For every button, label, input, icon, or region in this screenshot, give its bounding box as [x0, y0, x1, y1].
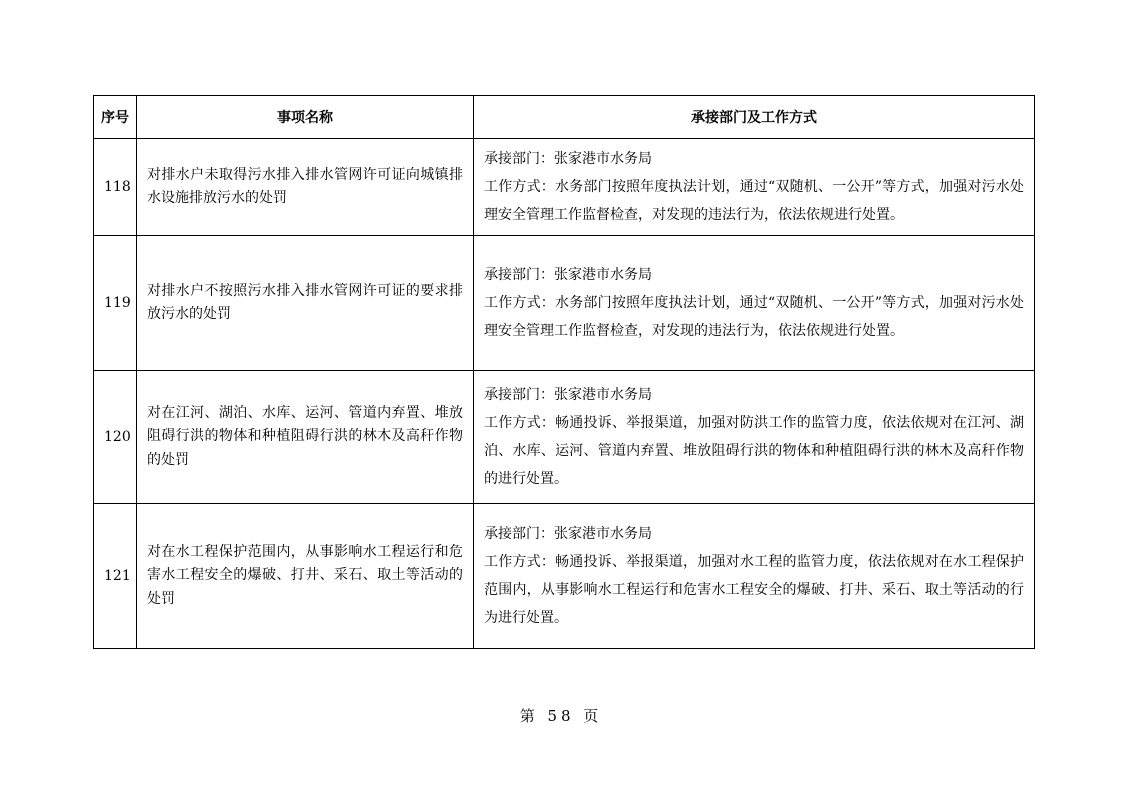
dept-method-cell: [474, 236, 1035, 371]
items-table: [93, 95, 1035, 649]
table-row: [94, 236, 1035, 371]
dept-method-cell: [474, 371, 1035, 504]
item-name-cell: 对在水工程保护范围内，从事影响水工程运行和危害水工程安全的爆破、打井、采石、取土等活动的处罚: [137, 504, 474, 649]
item-name-cell: 对排水户不按照污水排入排水管网许可证的要求排放污水的处罚: [137, 236, 474, 371]
dept-method-cell: [474, 504, 1035, 649]
method-text: 工作方式：畅通投诉、举报渠道，加强对水工程的监管力度，依法依规对在水工程保护范围内，从事影响水工程运行和危害水工程安全的爆破、打井、采石、取土等活动的行为进行处置。: [484, 554, 1024, 626]
table-row: [94, 139, 1035, 236]
row-number-cell: 120: [94, 371, 137, 504]
method-text: 工作方式：水务部门按照年度执法计划，通过“双随机、一公开”等方式，加强对污水处理安全管理工作监督检查，对发现的违法行为，依法依规进行处置。: [484, 179, 1024, 223]
dept-line: 承接部门：张家港市水务局: [484, 151, 652, 167]
header-dept-method: 承接部门及工作方式: [474, 96, 1035, 139]
row-number-cell: 121: [94, 504, 137, 649]
header-serial-number: 序号: [94, 96, 137, 139]
item-name-cell: 对排水户未取得污水排入排水管网许可证向城镇排水设施排放污水的处罚: [137, 139, 474, 236]
row-number-cell: 118: [94, 139, 137, 236]
page-number: 第 58 页: [519, 707, 603, 725]
dept-line: 承接部门：张家港市水务局: [484, 526, 652, 542]
table-row: [94, 504, 1035, 649]
dept-line: 承接部门：张家港市水务局: [484, 267, 652, 283]
dept-method-cell: [474, 139, 1035, 236]
row-number-cell: 119: [94, 236, 137, 371]
table-header-row: [94, 96, 1035, 139]
item-name-cell: 对在江河、湖泊、水库、运河、管道内弃置、堆放阻碍行洪的物体和种植阻碍行洪的林木及高秆作物的处罚: [137, 371, 474, 504]
header-item-name: 事项名称: [137, 96, 474, 139]
table-row: [94, 371, 1035, 504]
method-text: 工作方式：水务部门按照年度执法计划，通过“双随机、一公开”等方式，加强对污水处理安全管理工作监督检查，对发现的违法行为，依法依规进行处置。: [484, 295, 1024, 339]
dept-line: 承接部门：张家港市水务局: [484, 387, 652, 403]
method-text: 工作方式：畅通投诉、举报渠道，加强对防洪工作的监管力度，依法依规对在江河、湖泊、水库、运河、管道内弃置、堆放阻碍行洪的物体和种植阻碍行洪的林木及高秆作物的进行处置。: [484, 415, 1024, 487]
